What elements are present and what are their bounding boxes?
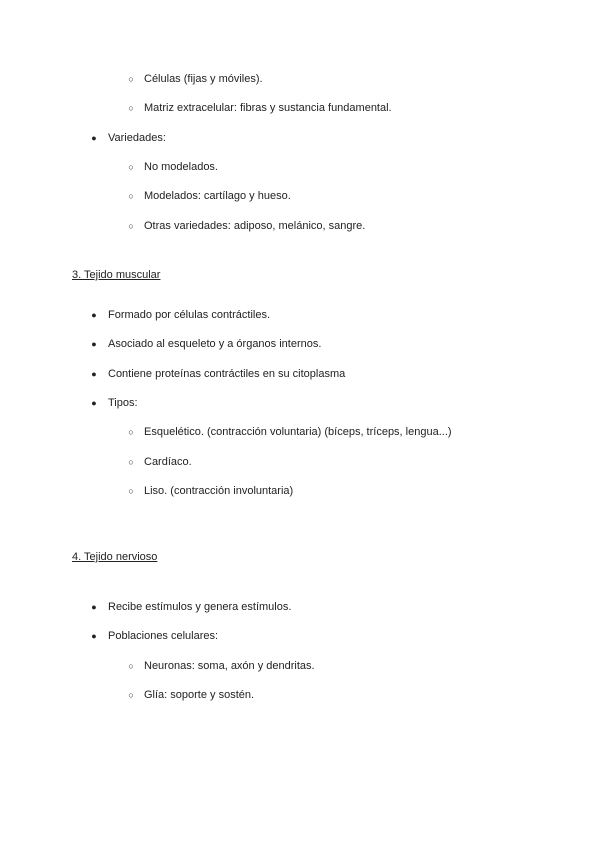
disc-bullet-icon: ● — [91, 133, 97, 143]
circle-bullet-icon: ○ — [128, 221, 134, 231]
circle-bullet-icon: ○ — [128, 103, 134, 113]
disc-bullet-icon: ● — [91, 310, 97, 320]
circle-bullet-icon: ○ — [128, 74, 134, 84]
disc-bullet-icon: ● — [91, 369, 97, 379]
list-item: Esquelético. (contracción voluntaria) (bíceps, tríceps, lengua...) — [144, 426, 452, 438]
circle-bullet-icon: ○ — [128, 690, 134, 700]
list-item: Recibe estímulos y genera estímulos. — [108, 601, 292, 613]
list-item: Células (fijas y móviles). — [144, 73, 263, 85]
list-item: Otras variedades: adiposo, melánico, sangre. — [144, 220, 366, 232]
disc-bullet-icon: ● — [91, 339, 97, 349]
disc-bullet-icon: ● — [91, 631, 97, 641]
circle-bullet-icon: ○ — [128, 162, 134, 172]
list-item: Neuronas: soma, axón y dendritas. — [144, 660, 315, 672]
disc-bullet-icon: ● — [91, 602, 97, 612]
list-item: Matriz extracelular: fibras y sustancia fundamental. — [144, 102, 392, 114]
list-item: Cardíaco. — [144, 456, 192, 468]
list-item: Contiene proteínas contráctiles en su citoplasma — [108, 368, 346, 380]
list-item: Liso. (contracción involuntaria) — [144, 485, 294, 497]
disc-bullet-icon: ● — [91, 398, 97, 408]
list-item: Poblaciones celulares: — [108, 630, 219, 642]
list-item: Formado por células contráctiles. — [108, 309, 271, 321]
list-item: No modelados. — [144, 161, 218, 173]
circle-bullet-icon: ○ — [128, 661, 134, 671]
section-heading-muscular: 3. Tejido muscular — [72, 269, 161, 281]
list-item: Variedades: — [108, 132, 166, 144]
list-item: Modelados: cartílago y hueso. — [144, 190, 291, 202]
circle-bullet-icon: ○ — [128, 486, 134, 496]
circle-bullet-icon: ○ — [128, 191, 134, 201]
section-heading-nervioso: 4. Tejido nervioso — [72, 551, 158, 563]
circle-bullet-icon: ○ — [128, 427, 134, 437]
circle-bullet-icon: ○ — [128, 457, 134, 467]
list-item: Tipos: — [108, 397, 138, 409]
list-item: Glía: soporte y sostén. — [144, 689, 255, 701]
list-item: Asociado al esqueleto y a órganos internos. — [108, 338, 322, 350]
